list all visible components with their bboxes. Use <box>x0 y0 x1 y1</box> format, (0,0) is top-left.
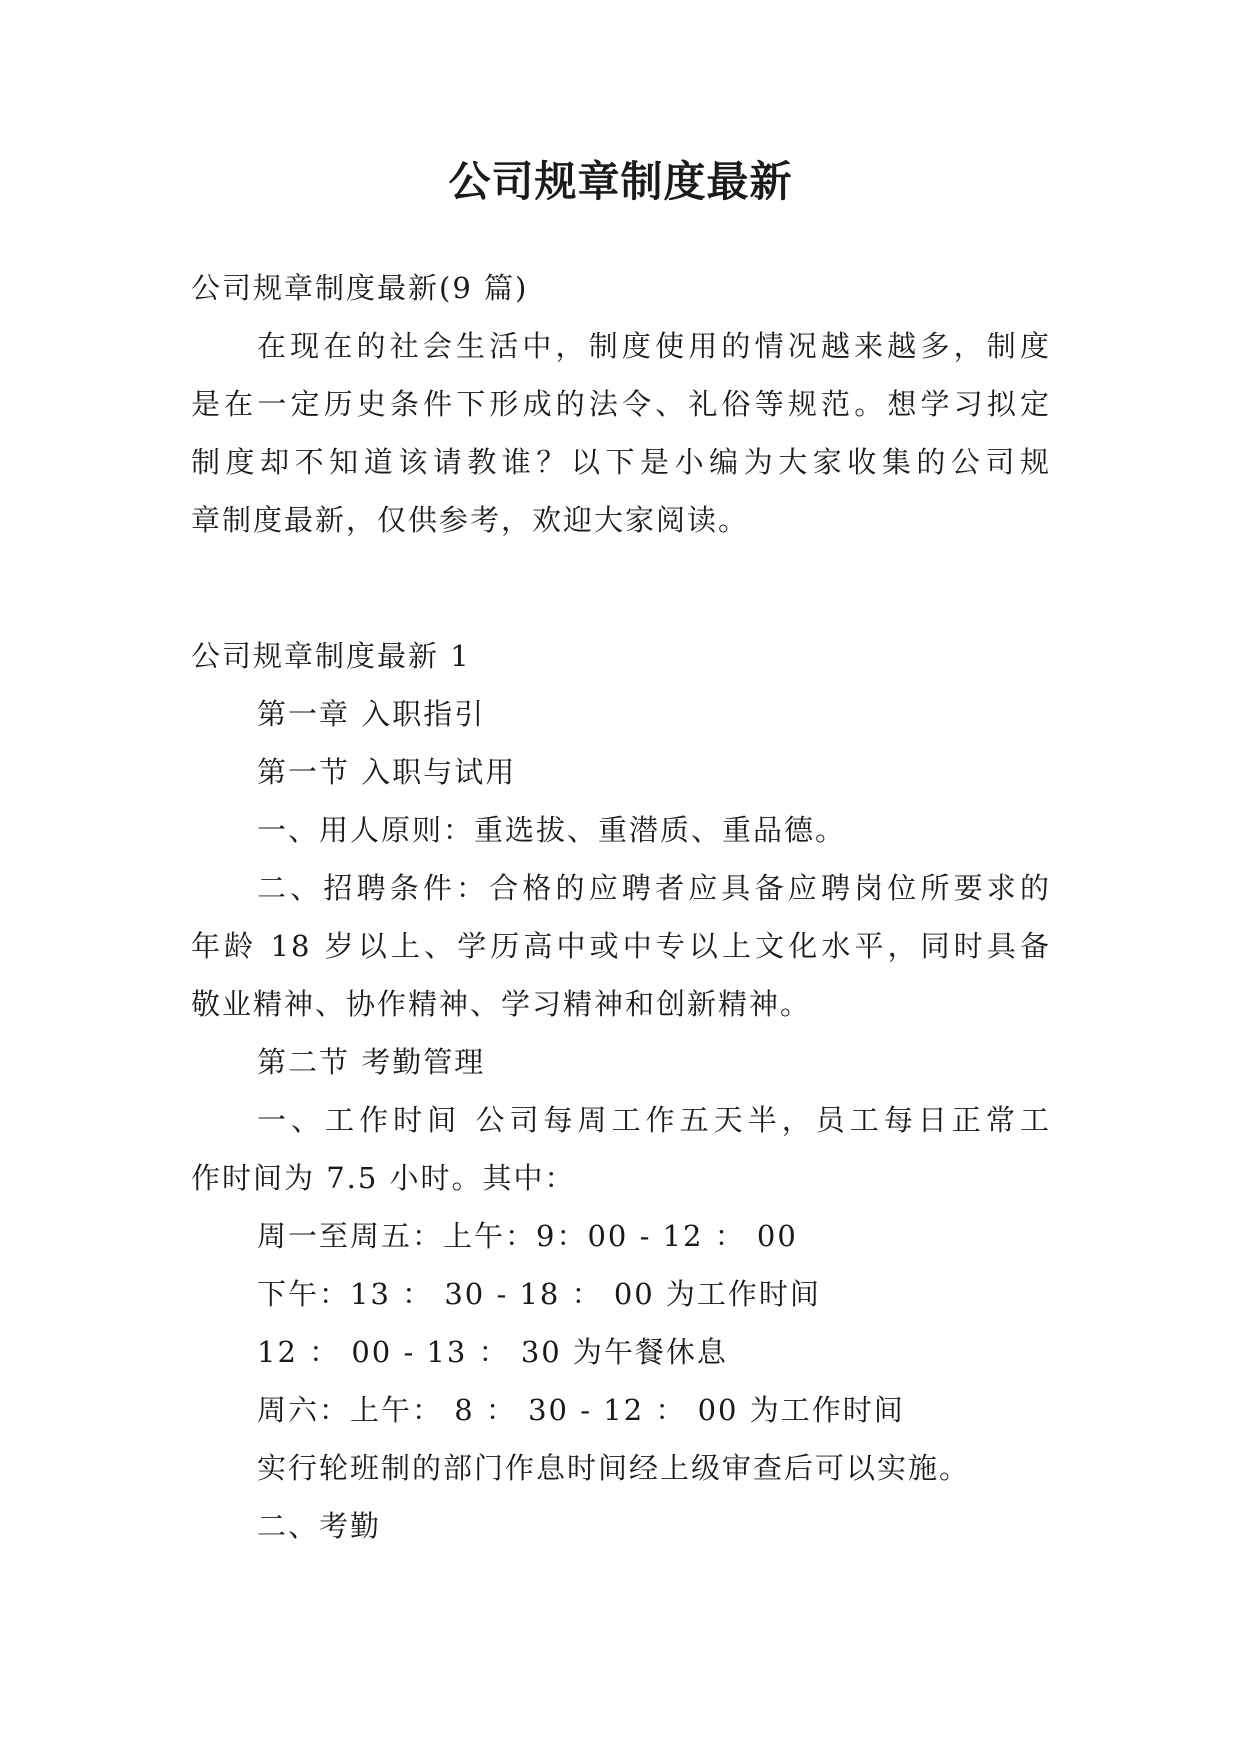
schedule-lunch: 12 ： 00 - 13 ： 30 为午餐休息 <box>257 1335 728 1369</box>
document-title: 公司规章制度最新 <box>448 157 793 206</box>
schedule-shift-note: 实行轮班制的部门作息时间经上级审查后可以实施。 <box>257 1451 971 1485</box>
section-heading: 公司规章制度最新 1 <box>191 639 471 673</box>
worktime-line-2: 作时间为 7.5 小时。其中： <box>191 1161 576 1195</box>
chapter-heading: 第一章 入职指引 <box>257 697 486 731</box>
intro-line-1: 在现在的社会生活中，制度使用的情况越来越多，制度 <box>257 329 1051 363</box>
intro-line-2: 是在一定历史条件下形成的法令、礼俗等规范。想学习拟定 <box>191 387 1051 421</box>
subtitle: 公司规章制度最新(9 篇) <box>191 271 529 305</box>
intro-line-4: 章制度最新，仅供参考，欢迎大家阅读。 <box>191 503 750 537</box>
schedule-afternoon: 下午：13 ： 30 - 18 ： 00 为工作时间 <box>257 1277 821 1311</box>
schedule-saturday: 周六：上午： 8 ： 30 - 12 ： 00 为工作时间 <box>257 1393 905 1427</box>
schedule-weekday: 周一至周五：上午：9：00 - 12 ： 00 <box>257 1219 798 1253</box>
worktime-line-1: 一、工作时间 公司每周工作五天半，员工每日正常工 <box>257 1103 1051 1137</box>
item-2-line-3: 敬业精神、协作精神、学习精神和创新精神。 <box>191 987 812 1021</box>
intro-line-3: 制度却不知道该请教谁？以下是小编为大家收集的公司规 <box>191 445 1051 479</box>
item-2-line-1: 二、招聘条件：合格的应聘者应具备应聘岗位所要求的 <box>257 871 1051 905</box>
section-1-1-heading: 第一节 入职与试用 <box>257 755 517 789</box>
section-1-2-heading: 第二节 考勤管理 <box>257 1045 486 1079</box>
attendance-heading: 二、考勤 <box>257 1509 382 1543</box>
item-2-line-2: 年龄 18 岁以上、学历高中或中专以上文化水平，同时具备 <box>191 929 1051 963</box>
item-1: 一、用人原则：重选拔、重潜质、重品德。 <box>257 813 847 847</box>
